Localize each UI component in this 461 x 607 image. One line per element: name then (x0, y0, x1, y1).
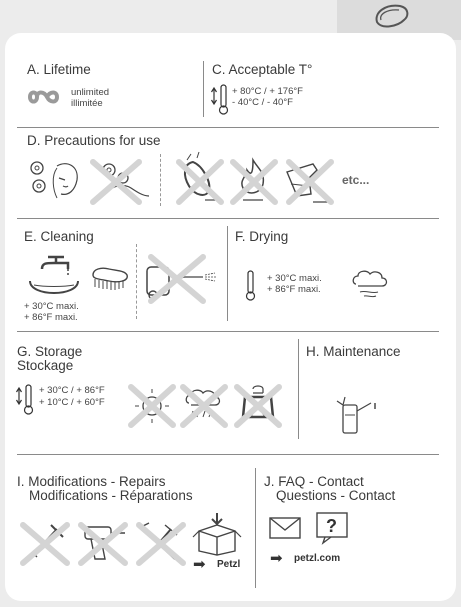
maintenance-title: H. Maintenance (306, 344, 401, 359)
etc-label: etc... (342, 173, 370, 187)
instruction-card (5, 33, 456, 601)
temp-min: - 40°C / - 40°F (232, 97, 293, 108)
harness-icon (233, 383, 283, 429)
cleaning-title: E. Cleaning (24, 229, 94, 244)
cleaning-temp-f: + 86°F maxi. (24, 312, 78, 323)
divider (17, 218, 439, 219)
drill-icon (77, 519, 131, 567)
infinity-icon (27, 88, 67, 106)
sun-icon (127, 383, 177, 429)
carabiner-icon (372, 2, 412, 30)
divider (17, 127, 439, 128)
arrow-right-icon: ➡ (193, 556, 206, 573)
return-box-icon (191, 511, 245, 557)
drying-title: F. Drying (235, 229, 289, 244)
thermometer-icon (210, 83, 234, 117)
chemical-flask-icon (283, 156, 339, 204)
faq-title: J. FAQ - Contact (264, 474, 364, 489)
pressure-washer-icon (143, 253, 221, 303)
thermometer-icon (15, 383, 39, 417)
divider (203, 61, 204, 117)
dashed-divider (136, 244, 137, 319)
gears-face-icon (27, 156, 87, 204)
rain-cloud-icon (179, 383, 229, 429)
divider (227, 226, 228, 321)
divider (17, 331, 439, 332)
petzl-com-link[interactable]: petzl.com (294, 553, 341, 564)
modifications-subtitle: Modifications - Réparations (29, 488, 193, 503)
lifetime-title: A. Lifetime (27, 62, 91, 77)
storage-subtitle: Stockage (17, 358, 74, 373)
thermometer-icon (245, 269, 259, 303)
faq-subtitle: Questions - Contact (276, 488, 396, 503)
storage-title: G. Storage (17, 344, 83, 359)
temperature-title: C. Acceptable T° (212, 62, 313, 77)
temp-max: + 80°C / + 176°F (232, 86, 303, 97)
drying-temp-c: + 30°C maxi. (267, 273, 322, 284)
question-icon (315, 511, 351, 545)
svg-text:?: ? (326, 516, 337, 536)
storage-max: + 30°C / + 86°F (39, 385, 105, 396)
lifetime-line2: illimitée (71, 98, 103, 109)
cleaning-temp-c: + 30°C maxi. (24, 301, 79, 312)
arrow-right-icon: ➡ (270, 550, 283, 567)
cloud-wind-icon (350, 268, 394, 302)
tools-icon (135, 519, 189, 567)
divider (255, 468, 256, 588)
envelope-icon (268, 516, 304, 542)
dashed-divider (160, 154, 161, 206)
hammer-icon (19, 519, 73, 567)
storage-min: + 10°C / + 60°F (39, 397, 105, 408)
oil-can-icon (335, 393, 385, 437)
carabiner-impact-icon (175, 156, 225, 204)
brush-icon (89, 261, 133, 295)
divider (298, 339, 299, 439)
lifetime-line1: unlimited (71, 87, 110, 98)
petzl-link[interactable]: Petzl (217, 559, 241, 570)
precautions-title: D. Precautions for use (27, 133, 161, 148)
faucet-basin-icon (24, 253, 84, 299)
fire-icon (229, 156, 279, 204)
drying-temp-f: + 86°F maxi. (267, 284, 321, 295)
divider (17, 454, 439, 455)
gears-hand-icon (87, 156, 157, 204)
modifications-title: I. Modifications - Repairs (17, 474, 166, 489)
